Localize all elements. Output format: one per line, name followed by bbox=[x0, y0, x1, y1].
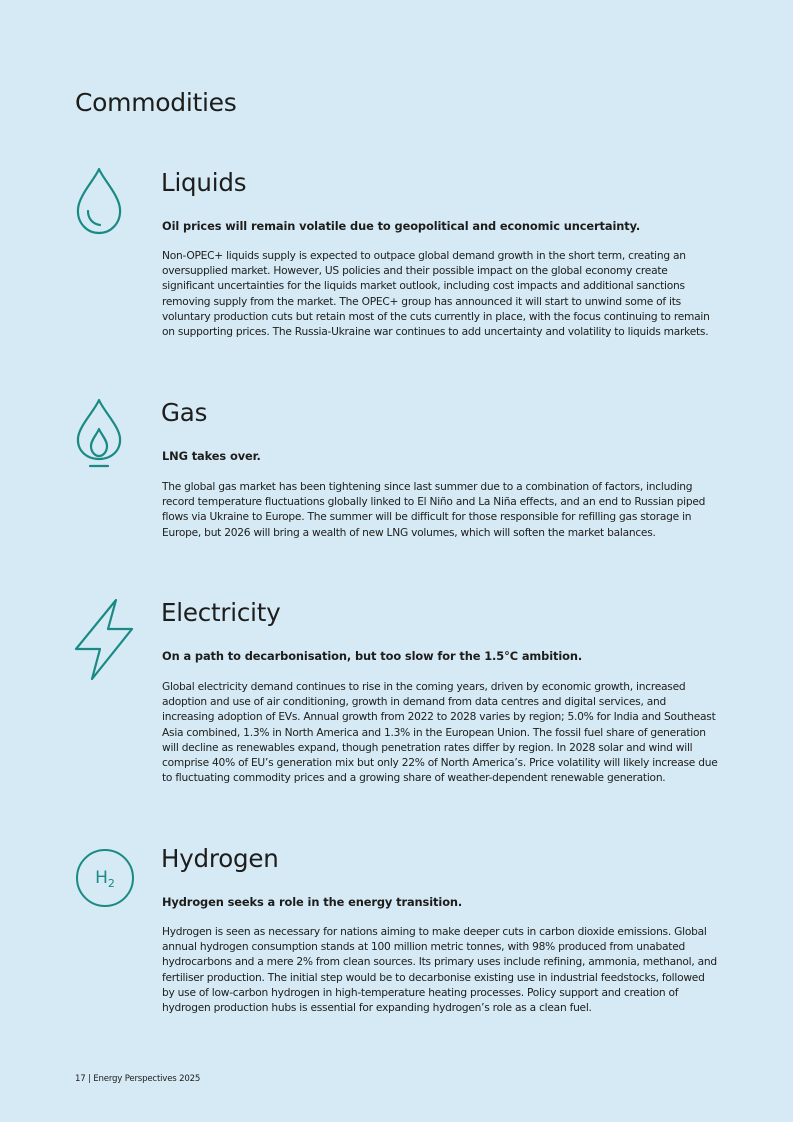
section-title: Hydrogen bbox=[161, 844, 279, 873]
section-body: Global electricity demand continues to rise in the coming years, driven by economic growth, increased adoption and use of air conditioning, growth in demand from data centres and digital services, and increasing adoption of EVs. Annual growth from 2022 to 2028 varies by region; 5.0% for India and Southeast Asia combined, 1.3% in North America and 1.3% in the European Union. The fossil fuel share of generation will decline as renewables expand, though penetration rates differ by region. In 2028 solar and wind will comprise 40% of EU’s generation mix but only 22% of North America’s. Price volatility will likely increase due to fluctuating commodity prices and a growing share of weather-dependent renewable generation. bbox=[162, 680, 718, 785]
h2-symbol: $H_2$ bbox=[95, 868, 115, 890]
section-subtitle: Hydrogen seeks a role in the energy transition. bbox=[162, 895, 463, 909]
hydrogen-h2-icon bbox=[76, 849, 134, 907]
section-title: Electricity bbox=[161, 598, 281, 627]
section-subtitle: LNG takes over. bbox=[162, 449, 261, 463]
gas-flame-icon bbox=[72, 396, 126, 470]
droplet-icon bbox=[72, 165, 126, 237]
section-body: Non-OPEC+ liquids supply is expected to outpace global demand growth in the short term, creating an oversupplied market. However, US policies and their possible impact on the global economy create significant uncertainties for the liquids market outlook, including cost impacts and additional sanctions removing supply from the market. The OPEC+ group has announced it will start to unwind some of its voluntary production cuts but retain most of the cuts currently in place, with the focus continuing to remain on supporting prices. The Russia-Ukraine war continues to add uncertainty and volatility to liquids markets. bbox=[162, 249, 710, 339]
section-title: Liquids bbox=[161, 168, 247, 197]
page-title: Commodities bbox=[75, 88, 237, 117]
section-title: Gas bbox=[161, 398, 208, 427]
section-body: The global gas market has been tightening since last summer due to a combination of factors, including record temperature fluctuations globally linked to El Niño and La Niña effects, and an end to Russian piped flows via Ukraine to Europe. The summer will be difficult for those responsible for refilling gas storage in Europe, but 2026 will bring a wealth of new LNG volumes, which will soften the market balances. bbox=[162, 480, 706, 539]
lightning-bolt-icon bbox=[72, 597, 136, 683]
page-footer: 17 | Energy Perspectives 2025 bbox=[75, 1074, 201, 1084]
section-body: Hydrogen is seen as necessary for nations aiming to make deeper cuts in carbon dioxide emissions. Global annual hydrogen consumption stands at 100 million metric tonnes, with 98% produced from unabated hydrocarbons and a mere 2% from clean sources. Its primary uses include refining, ammonia, methanol, and fertiliser production. The initial step would be to decarbonise existing use in industrial feedstocks, followed by use of low-carbon hydrogen in high-temperature heating processes. Policy support and creation of hydrogen production hubs is essential for expanding hydrogen’s role as a clean fuel. bbox=[162, 925, 717, 1015]
section-subtitle: On a path to decarbonisation, but too slow for the 1.5°C ambition. bbox=[162, 649, 583, 663]
section-subtitle: Oil prices will remain volatile due to geopolitical and economic uncertainty. bbox=[162, 219, 641, 233]
